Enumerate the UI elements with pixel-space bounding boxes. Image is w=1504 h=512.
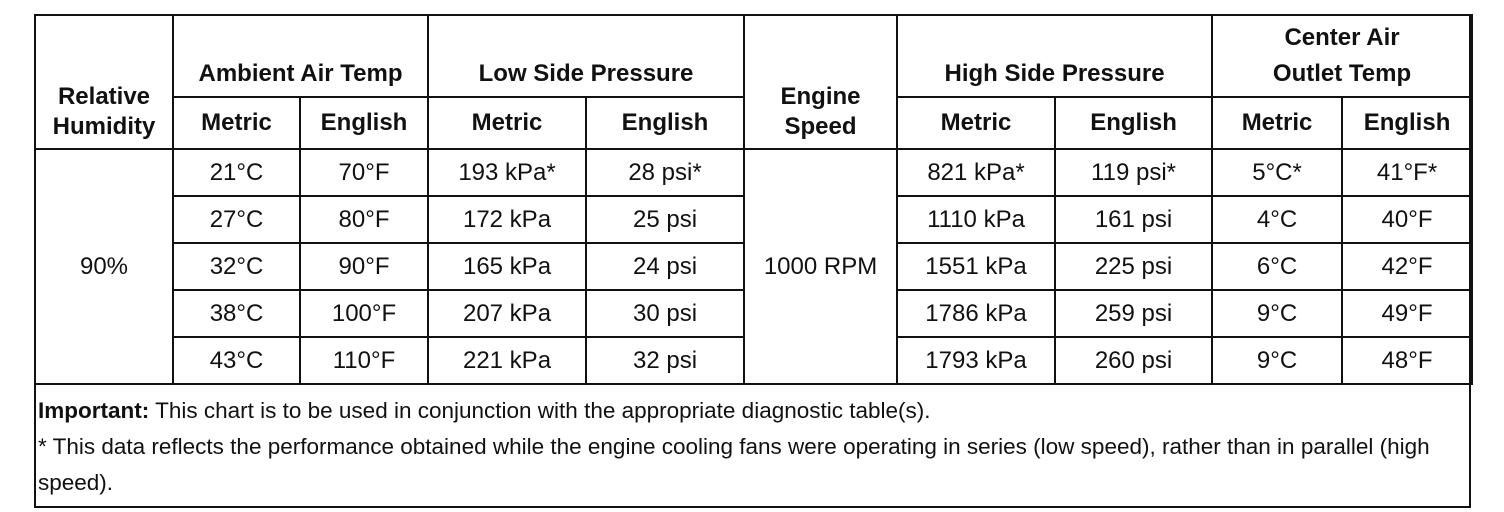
outlet-english-cell: 49°F	[1342, 290, 1472, 337]
subheader-high-metric: Metric	[897, 97, 1055, 149]
header-engine-speed: Engine Speed	[744, 15, 897, 149]
important-note	[38, 393, 1458, 429]
low-metric-cell: 207 kPa	[428, 290, 586, 337]
subheader-low-english: English	[586, 97, 744, 149]
outlet-metric-cell: 4°C	[1212, 196, 1342, 243]
low-english-cell: 30 psi	[586, 290, 744, 337]
high-english-cell: 260 psi	[1055, 337, 1212, 384]
high-english-cell: 119 psi*	[1055, 149, 1212, 196]
humidity-value: 90%	[35, 149, 173, 384]
ambient-metric-cell: 38°C	[173, 290, 300, 337]
ambient-metric-cell: 43°C	[173, 337, 300, 384]
ambient-english-cell: 70°F	[300, 149, 428, 196]
low-english-cell: 24 psi	[586, 243, 744, 290]
outlet-metric-cell: 6°C	[1212, 243, 1342, 290]
low-metric-cell: 165 kPa	[428, 243, 586, 290]
table-row	[35, 149, 1472, 196]
subheader-outlet-metric: Metric	[1212, 97, 1342, 149]
header-relative-humidity: Relative Humidity	[35, 15, 173, 149]
outlet-english-cell: 40°F	[1342, 196, 1472, 243]
important-text: This chart is to be used in conjunction with the appropriate diagnostic table(s).	[149, 398, 931, 423]
subheader-outlet-english: English	[1342, 97, 1472, 149]
low-english-cell: 28 psi*	[586, 149, 744, 196]
subheader-high-english: English	[1055, 97, 1212, 149]
low-english-cell: 25 psi	[586, 196, 744, 243]
header-high-side-pressure: High Side Pressure	[897, 15, 1212, 97]
ambient-english-cell: 90°F	[300, 243, 428, 290]
outlet-english-cell: 48°F	[1342, 337, 1472, 384]
header-low-side-pressure: Low Side Pressure	[428, 15, 744, 97]
outlet-english-cell: 41°F*	[1342, 149, 1472, 196]
high-english-cell: 225 psi	[1055, 243, 1212, 290]
ambient-metric-cell: 21°C	[173, 149, 300, 196]
header-ambient-air-temp: Ambient Air Temp	[173, 15, 428, 97]
high-metric-cell: 1793 kPa	[897, 337, 1055, 384]
high-metric-cell: 821 kPa*	[897, 149, 1055, 196]
ambient-english-cell: 110°F	[300, 337, 428, 384]
high-english-cell: 259 psi	[1055, 290, 1212, 337]
notes-section	[38, 393, 1458, 501]
high-metric-cell: 1110 kPa	[897, 196, 1055, 243]
low-metric-cell: 221 kPa	[428, 337, 586, 384]
outlet-metric-cell: 9°C	[1212, 290, 1342, 337]
performance-table	[34, 14, 1473, 385]
ambient-metric-cell: 32°C	[173, 243, 300, 290]
subheader-low-metric: Metric	[428, 97, 586, 149]
low-english-cell: 32 psi	[586, 337, 744, 384]
low-metric-cell: 193 kPa*	[428, 149, 586, 196]
subheader-ambient-english: English	[300, 97, 428, 149]
ambient-metric-cell: 27°C	[173, 196, 300, 243]
footnote: * This data reflects the performance obtained while the engine cooling fans were operating in series (low speed), rather than in parallel (high speed).	[38, 434, 1430, 495]
high-metric-cell: 1786 kPa	[897, 290, 1055, 337]
outlet-english-cell: 42°F	[1342, 243, 1472, 290]
low-metric-cell: 172 kPa	[428, 196, 586, 243]
outlet-metric-cell: 5°C*	[1212, 149, 1342, 196]
subheader-ambient-metric: Metric	[173, 97, 300, 149]
high-metric-cell: 1551 kPa	[897, 243, 1055, 290]
engine-speed-value: 1000 RPM	[744, 149, 897, 384]
ambient-english-cell: 80°F	[300, 196, 428, 243]
high-english-cell: 161 psi	[1055, 196, 1212, 243]
important-label: Important:	[38, 398, 150, 423]
outlet-metric-cell: 9°C	[1212, 337, 1342, 384]
header-center-air-outlet-temp: Center Air Outlet Temp	[1212, 15, 1472, 97]
ambient-english-cell: 100°F	[300, 290, 428, 337]
